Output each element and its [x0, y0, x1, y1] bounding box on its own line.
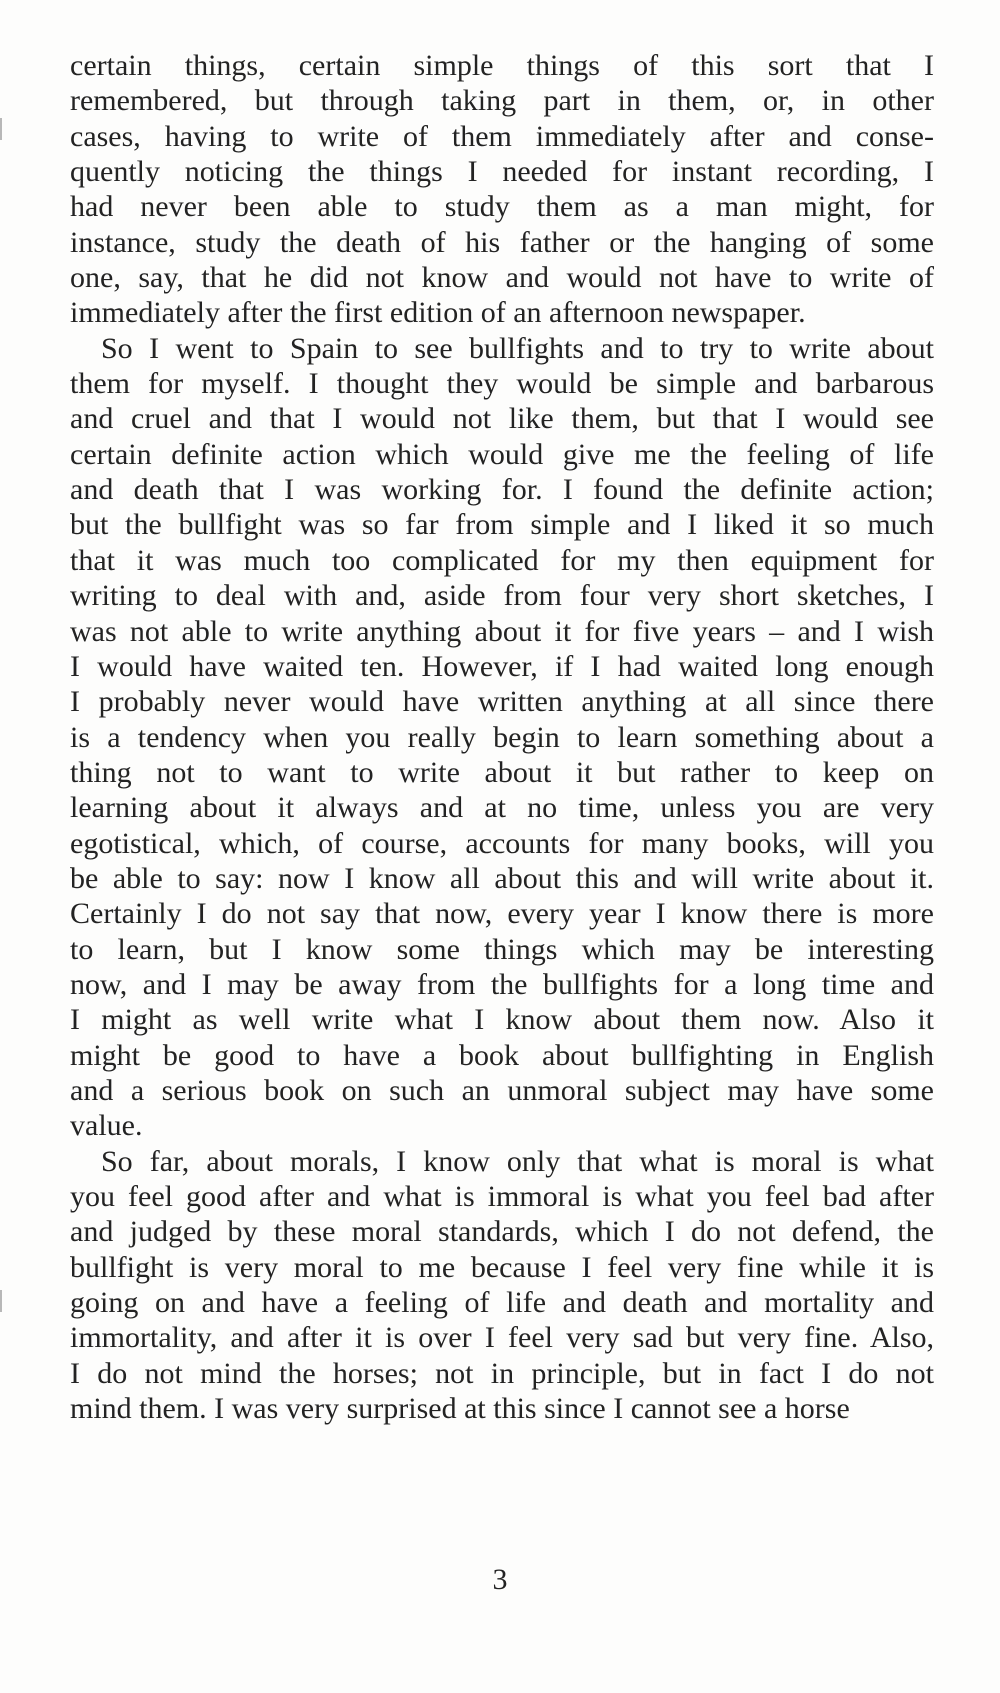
text-line: learning about it always and at no time, unless you are very	[70, 791, 934, 825]
text-line: I probably never would have written anything at all since there	[70, 685, 934, 719]
text-line: thing not to want to write about it but rather to keep on	[70, 755, 934, 789]
text-line: might be good to have a book about bullfighting in English	[70, 1038, 934, 1072]
text-line: Certainly I do not say that now, every year I know there is more	[70, 897, 934, 931]
text-line: and judged by these moral standards, which I do not defend, the	[70, 1215, 934, 1249]
text-line: writing to deal with and, aside from four very short sketches, I	[70, 579, 934, 613]
text-line: bullfight is very moral to me because I feel very fine while it is	[70, 1250, 934, 1284]
text-line: that it was much too complicated for my then equipment for	[70, 543, 934, 577]
scan-edge-mark	[0, 118, 2, 140]
paragraph	[70, 48, 934, 331]
text-line: was not able to write anything about it for five years – and I wish	[70, 614, 934, 648]
text-line: egotistical, which, of course, accounts for many books, will you	[70, 826, 934, 860]
text-line: immediately after the first edition of an afternoon newspaper.	[70, 296, 806, 330]
text-line: one, say, that he did not know and would not have to write of	[70, 261, 934, 295]
text-line: I would have waited ten. However, if I had waited long enough	[70, 649, 934, 683]
text-line: you feel good after and what is immoral is what you feel bad after	[70, 1180, 934, 1213]
text-line: remembered, but through taking part in them, or, in other	[70, 84, 934, 118]
text-line: mind them. I was very surprised at this since I cannot see a horse	[70, 1392, 850, 1426]
body-text	[70, 48, 934, 1426]
text-line: certain definite action which would give me the feeling of life	[70, 437, 934, 471]
text-line: had never been able to study them as a man might, for	[70, 190, 934, 224]
paragraph	[70, 331, 934, 1144]
text-line: So far, about morals, I know only that what is moral is what	[101, 1144, 934, 1178]
text-line: immortality, and after it is over I feel very sad but very fine. Also,	[70, 1321, 934, 1355]
text-line: going on and have a feeling of life and death and mortality and	[70, 1286, 934, 1320]
scan-edge-mark	[0, 1290, 2, 1312]
text-line: I might as well write what I know about them now. Also it	[70, 1003, 934, 1037]
text-line: certain things, certain simple things of this sort that I	[70, 49, 934, 82]
text-line: and death that I was working for. I found the definite action;	[70, 473, 934, 507]
text-line: them for myself. I thought they would be simple and barbarous	[70, 367, 934, 401]
text-line: and a serious book on such an unmoral subject may have some	[70, 1073, 934, 1107]
text-line: but the bullfight was so far from simple and I liked it so much	[70, 508, 934, 542]
text-line: is a tendency when you really begin to learn something about a	[70, 720, 934, 754]
text-line: cases, having to write of them immediately after and conse-	[70, 119, 934, 153]
text-line: So I went to Spain to see bullfights and to try to write about	[101, 331, 934, 365]
text-line: be able to say: now I know all about this and will write about it.	[70, 861, 934, 895]
text-line: to learn, but I know some things which may be interesting	[70, 932, 934, 966]
text-line: value.	[70, 1109, 143, 1143]
text-line: quently noticing the things I needed for instant recording, I	[70, 155, 934, 189]
text-line: I do not mind the horses; not in principle, but in fact I do not	[70, 1356, 934, 1390]
paragraph	[70, 1144, 934, 1427]
page-number: 3	[492, 1563, 508, 1596]
text-line: and cruel and that I would not like them, but that I would see	[70, 402, 934, 436]
text-line: instance, study the death of his father or the hanging of some	[70, 225, 934, 259]
text-line: now, and I may be away from the bullfights for a long time and	[70, 967, 934, 1001]
